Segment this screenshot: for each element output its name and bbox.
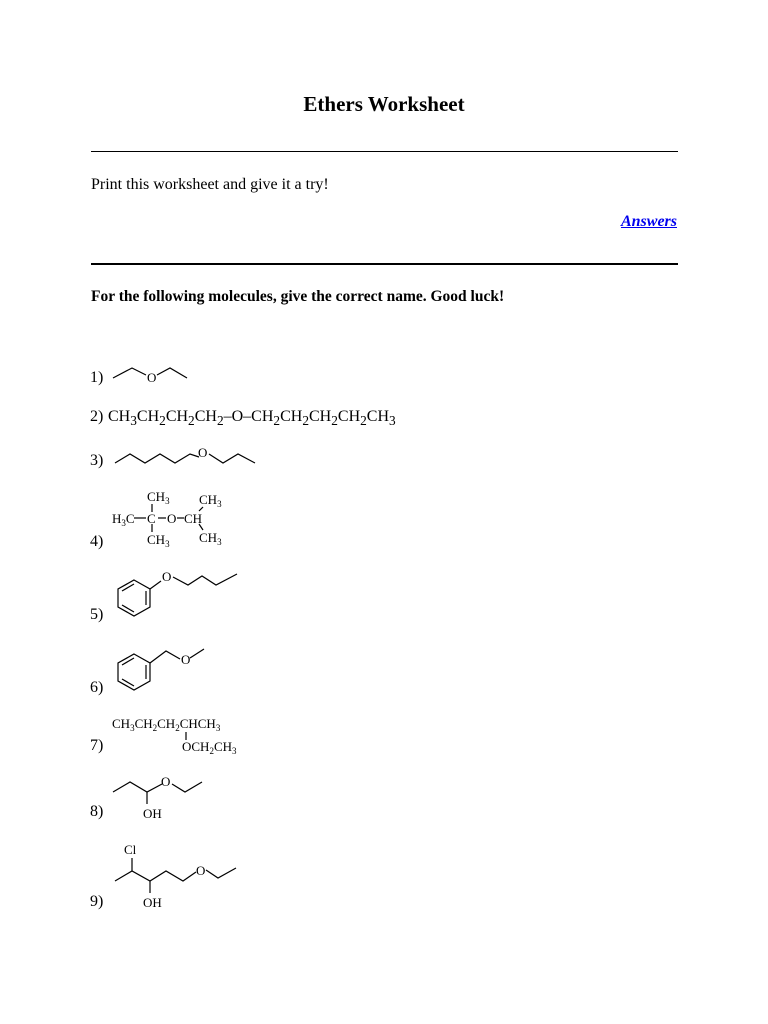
atom-label: O	[181, 652, 191, 667]
atom-label: O	[196, 863, 206, 878]
atom-label: $CH_3CH_2CH_2CHCH_3$	[112, 716, 221, 733]
problem-5-structure	[110, 566, 245, 621]
atom-label: O	[147, 370, 157, 385]
formula-subscript: 2	[216, 413, 224, 429]
formula-part: –O–CH	[223, 408, 274, 425]
problem-8-structure	[110, 770, 210, 824]
formula-subscript: 2	[159, 413, 166, 429]
atom-label: $H_3C$	[112, 511, 135, 528]
formula-part: CH	[108, 408, 131, 425]
atom-label: O	[162, 569, 172, 584]
formula-part: CH	[308, 408, 332, 425]
formula-part: CH	[366, 408, 390, 425]
atom-label: OH	[143, 806, 162, 821]
atom-label: C	[147, 511, 156, 526]
atom-label: $CH_3$	[147, 532, 170, 549]
formula-part: CH	[165, 408, 189, 425]
atom-label: CH	[184, 511, 203, 526]
problem-1-structure	[110, 362, 190, 388]
problem-2-number: 2)	[90, 408, 104, 425]
formula-subscript: 2	[360, 413, 367, 429]
problem-6-number: 6)	[90, 679, 104, 696]
intro-text: Print this worksheet and give it a try!	[91, 176, 329, 193]
formula-part: CH	[194, 408, 217, 425]
problem-7-structure	[110, 712, 250, 756]
divider-top	[91, 151, 678, 152]
answers-link[interactable]: Answers	[620, 213, 677, 230]
formula-subscript: 3	[130, 413, 137, 429]
atom-label: O	[198, 445, 208, 460]
problem-2-formula	[108, 408, 396, 429]
problem-5-number: 5)	[90, 606, 104, 623]
problem-3-number: 3)	[90, 452, 104, 469]
divider-bottom	[91, 263, 678, 265]
atom-label: O	[161, 774, 171, 789]
formula-part: CH	[280, 408, 303, 425]
atom-label: $OCH_2CH_3$	[182, 739, 237, 756]
instructions-text: For the following molecules, give the correct name. Good luck!	[91, 288, 505, 305]
formula-subscript: 2	[188, 413, 195, 429]
formula-subscript: 3	[389, 413, 396, 429]
problem-1-number: 1)	[90, 369, 104, 386]
problem-6-structure	[110, 645, 210, 693]
problem-9-structure	[110, 838, 245, 913]
atom-label: Cl	[124, 842, 137, 857]
atom-label: $CH_3$	[199, 492, 222, 509]
formula-part: CH	[337, 408, 361, 425]
problem-9-number: 9)	[90, 893, 104, 910]
atom-label: $CH_3$	[147, 489, 170, 506]
atom-label: $CH_3$	[199, 530, 222, 547]
formula-part: CH	[136, 408, 160, 425]
problem-4-number: 4)	[90, 533, 104, 550]
formula-subscript: 2	[331, 413, 338, 429]
formula-subscript: 2	[273, 413, 281, 429]
problem-8-number: 8)	[90, 803, 104, 820]
problem-4-structure	[108, 487, 228, 549]
problem-7-number: 7)	[90, 737, 104, 754]
page-title: Ethers Worksheet	[303, 92, 465, 116]
problem-3-structure	[110, 444, 260, 466]
atom-label: OH	[143, 895, 162, 910]
formula-subscript: 2	[302, 413, 309, 429]
atom-label: O	[167, 511, 177, 526]
